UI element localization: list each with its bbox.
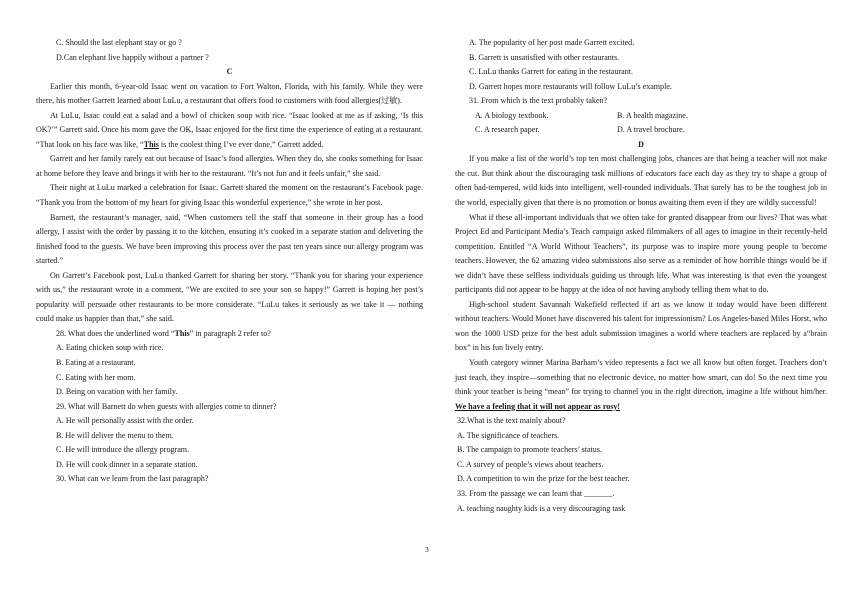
question-28 [36,327,423,342]
previous-option-c: C. Should the last elephant stay or go ? [56,38,182,47]
paragraph-4-text: Youth category winner Marina Barham’s video represents a fact we all know but often forget. Teachers don’t just teach, they inspire—something that no electronic device, no matter how smart, can do! So the next time you think your teacher is being “mean” for trying to channel you in the right direction, imagine a life without him/her. [455,358,827,397]
question-30-option-b: B. Garrett is unsatisfied with other restaurants. [469,52,620,62]
question-31-option-c: C. A research paper. [475,125,540,135]
passage-d-paragraph-1: If you make a list of the world’s top ten most challenging jobs, chances are that being a teacher will not make the cut. But think about the discouraging task millions of educators face each day as they try to shape a group of often bad-tempered, wild kids into intelligent, well-rounded individuals. That surely has to be the toughest job in the world, especially given that there is no promotion or bonus awaiting them even if they are wildly successful! [455,154,827,208]
passage-c-paragraph-4: Their night at LuLu marked a celebration for Isaac. Garrett shared the moment on the restaurant’s Facebook page. “Thank you from the bottom of my heart for giving Isaac this wonderful experience,” she wrote in her post. [36,183,423,208]
question-29-option-c: C. He will introduce the allergy program. [56,445,190,455]
passage-c-paragraph-5: Barnett, the restaurant’s manager, said, “When customers tell the staff that someone in their group has a food allergy, I assist with the order by passing it to the kitchen, ensuring it’s cooked in a separate station and delivering the finished food to the guests. We have been improving this process over the past ten years since our allergy program was started.” [36,212,423,266]
previous-option-d: D.Can elephant live happily without a partner ? [56,52,209,62]
passage-c-heading: C [226,67,233,77]
question-31-option-b: B. A health magazine. [617,110,688,120]
question-28-word: This [174,328,190,338]
left-column [36,36,423,487]
passage-d-paragraph-2: What if these all-important individuals that we often take for granted disappear from our lives? That was what Project Ed and Participant Media’s Teach campaign asked filmmakers of all ages to imagine in their recently-held competition. Entitled “A World Without Teachers”, its purpose was to inspire more young people to become teachers. However, the 62 amazing video submissions also serve as a reminder of how horrible things would be if we didn’t have these selfless individuals guiding us through life. What was interesting is that even the youngest participants did not appear to be happy at the idea of not having anybody telling them what to do. [455,212,827,295]
question-28-option-d: D. Being on vacation with her family. [56,387,178,397]
underlined-sentence: We have a feeling that it will not appear as rosy! [455,401,621,411]
question-30-option-d: D. Garrett hopes more restaurants will follow LuLu’s example. [469,81,672,91]
question-33: 33. From the passage we can learn that _______. [457,488,615,498]
page-number: 3 [425,545,429,554]
question-28-text-end: ” in paragraph 2 refer to? [189,328,271,338]
passage-c-paragraph-6: On Garrett’s Facebook post, LuLu thanked Garrett for sharing her story. “Thank you for sharing your experience with us,” the restaurant wrote in a comment, “We are excited to see your son so happy!” Garrett is hoping her post’s popularity will persuade other restaurants to be more considerate. “LuLu takes it seriously as we take it — nothing could make us happier than that,” she said. [36,270,423,324]
question-30: 30. What can we learn from the last paragraph? [56,474,209,484]
question-32-option-c: C. A survey of people’s views about teachers. [457,459,604,469]
question-32-option-a: A. The significance of teachers. [457,430,560,440]
passage-c-paragraph-2 [36,109,423,153]
question-28-text-start: 28. What does the underlined word “ [56,328,175,338]
question-33-option-a: A. teaching naughty kids is a very discouraging task [457,503,626,513]
question-30-option-a: A. The popularity of her post made Garrett excited. [469,38,635,47]
question-29-option-a: A. He will personally assist with the order. [56,416,194,426]
passage-d-heading: D [638,139,644,149]
passage-d-paragraph-4 [455,356,827,414]
question-31-option-d: D. A travel brochure. [617,125,685,135]
question-31-options-row-2 [455,123,827,138]
question-31-options-row-1 [455,109,827,124]
question-28-option-a: A. Eating chicken soup with rice. [56,343,164,353]
question-30-option-c: C. LuLu thanks Garrett for eating in the restaurant. [469,67,634,77]
right-column [455,36,827,516]
underlined-word-this: This [143,139,159,149]
paragraph-2-text-start: At LuLu, Isaac could eat a salad and a bowl of chicken soup with rice. “Isaac looked at me as if asking, ‘Is this OK?’” Garrett said. Once his mom gave the OK, Isaac enjoyed for the first time the experience of eating at a restaurant. “That look on his face was like, “ [36,110,423,149]
question-29-option-b: B. He will deliver the menu to them. [56,430,174,440]
question-32-option-b: B. The campaign to promote teachers’ status. [457,445,602,455]
question-32: 32.What is the text mainly about? [457,416,566,426]
passage-c-paragraph-3: Garrett and her family rarely eat out because of Isaac’s food allergies. When they do, she cooks something for Isaac at home before they leave and brings it with her to the restaurant. “It’s not fun and it feels unfair,” she said. [36,154,423,178]
question-32-option-d: D. A competition to win the prize for the best teacher. [457,474,630,484]
question-31-option-a: A. A biology textbook. [475,110,549,120]
passage-c-paragraph-1: Earlier this month, 6-year-old Isaac went on vacation to Fort Walton, Florida, with his family. While they were there, his mother Garrett learned about LuLu, a restaurant that offers food to customers with food allergies(过敏). [36,81,423,106]
question-31: 31. From which is the text probably taken? [469,96,608,106]
question-28-option-b: B. Eating at a restaurant. [56,358,136,368]
question-29: 29. What will Barnett do when guests with allergies come to dinner? [56,401,277,411]
question-29-option-d: D. He will cook dinner in a separate station. [56,459,198,469]
question-28-option-c: C. Eating with her mom. [56,372,136,382]
paragraph-2-text-end: is the coolest thing I’ve ever done,” Garrett added. [158,139,324,149]
passage-d-paragraph-3: High-school student Savannah Wakefield reflected if art as we know it today would have been different without teachers. Would Monet have discovered his talent for impressionism? Los Angeles-based Miles Horst, who won the 1000 USD prize for the best adult submission imagines a world where teachers are replaced by a“brain box” in his fun lively entry. [455,299,827,353]
